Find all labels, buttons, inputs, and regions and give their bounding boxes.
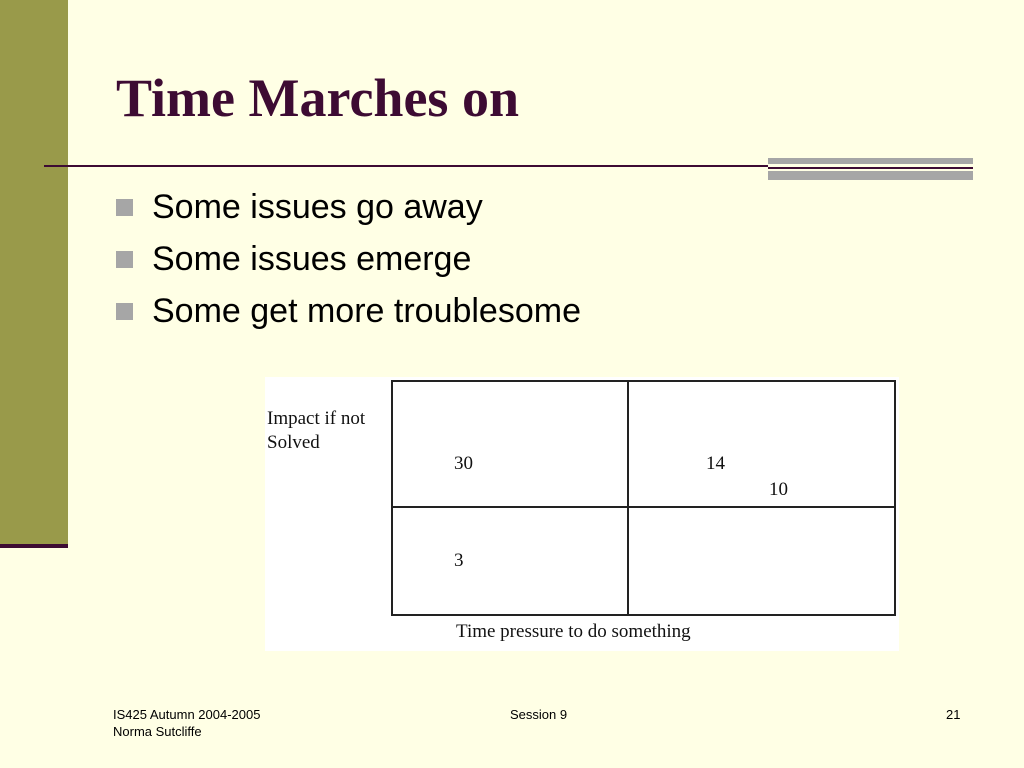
footer-session: Session 9	[510, 707, 568, 722]
square-bullet-icon	[116, 251, 133, 268]
slide-title: Time Marches on	[116, 68, 519, 128]
bullet-item	[116, 285, 581, 337]
y-axis-label-line2: Solved	[267, 432, 320, 453]
title-divider-accent	[768, 158, 973, 180]
impact-time-matrix-figure	[265, 377, 899, 651]
cell-value-bottom-left: 3	[454, 550, 464, 571]
bullet-text: Some issues go away	[152, 187, 483, 226]
bullet-list	[116, 181, 581, 337]
cell-value-top-left: 30	[454, 453, 473, 474]
y-axis-label	[267, 407, 387, 455]
bullet-text: Some get more troublesome	[152, 291, 581, 330]
footer-course-info	[113, 706, 260, 740]
footer-page-number: 21	[946, 707, 961, 722]
bullet-item	[116, 181, 581, 233]
bullet-text: Some issues emerge	[152, 239, 472, 278]
bullet-item	[116, 233, 581, 285]
matrix-border	[392, 381, 895, 615]
footer-course: IS425 Autumn 2004-2005	[113, 707, 261, 722]
cell-value-top-right-b: 10	[769, 479, 788, 500]
square-bullet-icon	[116, 303, 133, 320]
footer-author: Norma Sutcliffe	[113, 724, 202, 739]
square-bullet-icon	[116, 199, 133, 216]
y-axis-label-line1: Impact if not	[267, 408, 366, 429]
side-accent-bar	[0, 0, 68, 545]
side-accent-rule	[0, 544, 68, 548]
x-axis-label: Time pressure to do something	[456, 621, 691, 642]
cell-value-top-right-a: 14	[706, 453, 725, 474]
